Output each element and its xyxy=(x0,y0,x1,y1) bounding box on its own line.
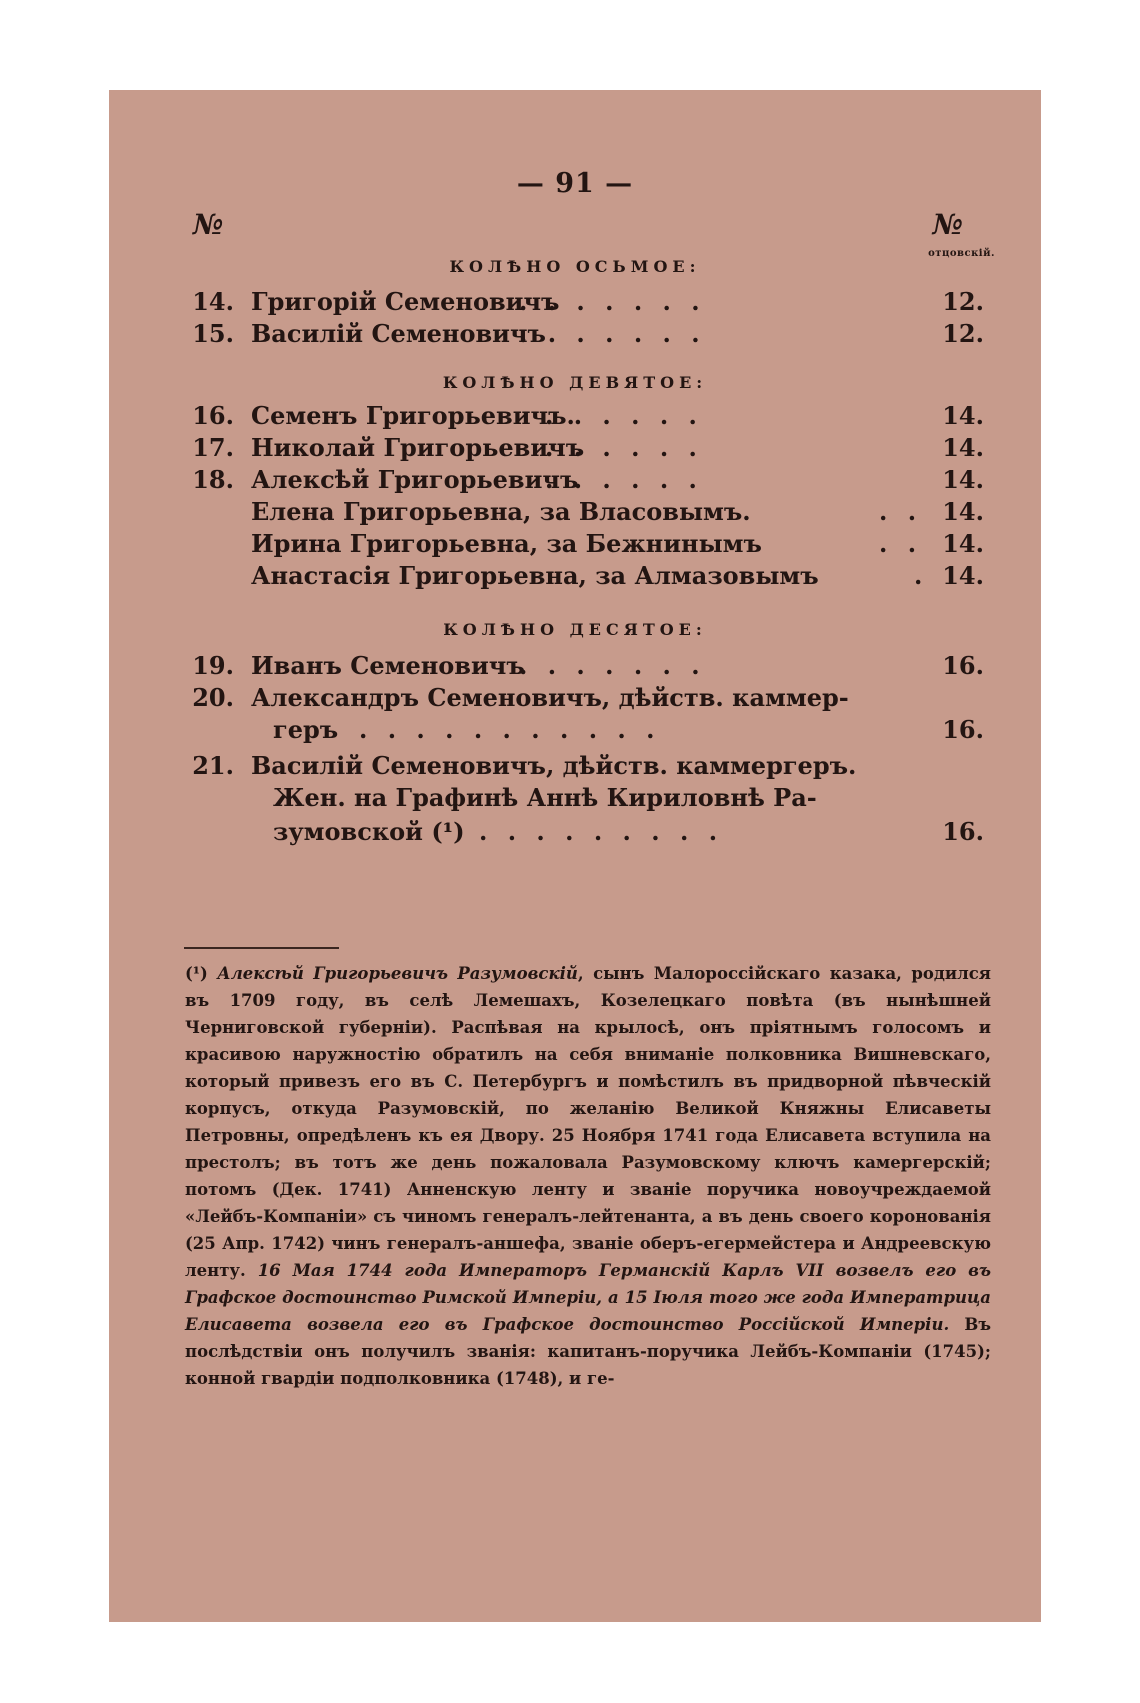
footnote-text-end: Въ послѣдствіи онъ получилъ званія: капитанъ-поручика Лейбъ-Компаніи (1745); конной гвардіи подполковника (1748), и ге- xyxy=(185,1315,991,1388)
entry-number: 14. xyxy=(192,287,234,316)
entry-name: Анастасія Григорьевна, за Алмазовымъ xyxy=(251,561,819,590)
father-ref: 14. xyxy=(942,529,984,558)
leader-dots: . . . . . . . . . . . xyxy=(359,715,661,744)
entry-name: Жен. на Графинѣ Аннѣ Кириловнѣ Ра- xyxy=(273,783,817,812)
page-number: — 91 — xyxy=(516,168,634,199)
genealogy-row xyxy=(189,782,984,814)
genealogy-row xyxy=(189,750,984,782)
section-heading-10: КОЛѢНО ДЕСЯТОЕ: xyxy=(443,620,707,639)
father-number-caption: отцовскій. xyxy=(928,248,995,259)
leader-dots: . . . . . . xyxy=(545,433,703,462)
footnote xyxy=(185,960,991,1392)
entry-name: Иванъ Семеновичъ xyxy=(251,651,525,680)
genealogy-row xyxy=(189,464,984,496)
entry-name: геръ xyxy=(273,715,339,744)
leader-dots: . . . . . . . xyxy=(519,319,706,348)
entry-number: 21. xyxy=(192,751,234,780)
footnote-divider xyxy=(184,947,339,949)
genealogy-row xyxy=(189,650,984,682)
entry-name: Григорій Семеновичъ xyxy=(251,287,560,316)
leader-dots: . . . . . . . xyxy=(519,651,706,680)
father-ref: 14. xyxy=(942,465,984,494)
entry-number: 20. xyxy=(192,683,234,712)
genealogy-row xyxy=(189,714,984,746)
genealogy-row xyxy=(189,560,984,592)
leader-dots: . . xyxy=(879,497,923,526)
father-ref: 14. xyxy=(942,401,984,430)
entry-name: Семенъ Григорьевичъ. xyxy=(251,401,575,430)
leader-dots: . . . . . . . . . xyxy=(479,817,724,846)
father-ref: 16. xyxy=(942,651,984,680)
father-number-column-label: № xyxy=(932,208,963,241)
entry-number: 16. xyxy=(192,401,234,430)
leader-dots: . . . . . . . xyxy=(519,287,706,316)
footnote-italic-passage: 16 Мая 1744 года Императоръ Германскій Карлъ VII возвелъ его въ Графское достоинство Римской Имперіи, а 15 Іюля того же года Императрица Елисавета возвела его въ Графское достоинство Россійской Имперіи. xyxy=(185,1261,991,1334)
leader-dots: . . xyxy=(879,529,923,558)
entry-name: зумовской (¹) xyxy=(273,817,465,846)
entry-number: 15. xyxy=(192,319,234,348)
father-ref: 12. xyxy=(942,319,984,348)
leader-dots: . . . . . . xyxy=(545,401,703,430)
entry-number: 18. xyxy=(192,465,234,494)
leader-dots: . xyxy=(914,561,929,590)
section-heading-8: КОЛѢНО ОСЬМОЕ: xyxy=(449,257,701,276)
father-ref: 14. xyxy=(942,497,984,526)
entry-name: Александръ Семеновичъ, дѣйств. каммер- xyxy=(251,683,849,712)
entry-name: Василій Семеновичъ, дѣйств. каммергеръ. xyxy=(251,751,857,780)
number-column-label: № xyxy=(193,208,224,241)
father-ref: 14. xyxy=(942,561,984,590)
genealogy-row xyxy=(189,816,984,848)
footnote-marker: (¹) xyxy=(185,964,208,983)
father-ref: 16. xyxy=(942,715,984,744)
father-ref: 14. xyxy=(942,433,984,462)
book-page xyxy=(109,90,1041,1622)
footnote-text: , сынъ Малороссійскаго казака, родился въ 1709 году, въ селѣ Лемешахъ, Козелецкаго повѣта (въ нынѣшней Черниговской губерніи). Распѣвая на крылосѣ, онъ пріятнымъ голосомъ и красивою наружностію обратилъ на себя вниманіе полковника Вишневскаго, который привезъ его въ С. Петербургъ и помѣстилъ въ придворной пѣвческій корпусъ, откуда Разумовскій, по желанію Великой Княжны Елисаветы Петровны, опредѣленъ къ ея Двору. 25 Ноября 1741 года Елисавета вступила на престолъ; въ тотъ же день пожаловала Разумовскому ключъ камергерскій; потомъ (Дек. 1741) Анненскую ленту и званіе поручика новоучреждаемой «Лейбъ-Компаніи» съ чиномъ генералъ-лейтенанта, а въ день своего коронованія (25 Апр. 1742) чинъ генералъ-аншефа, званіе оберъ-егермейстера и Андреевскую ленту. xyxy=(185,964,991,1280)
leader-dots: . . . . . . xyxy=(545,465,703,494)
father-ref: 16. xyxy=(942,817,984,846)
section-heading-9: КОЛѢНО ДЕВЯТОЕ: xyxy=(442,373,708,392)
entry-name: Василій Семеновичъ xyxy=(251,319,546,348)
genealogy-row xyxy=(189,400,984,432)
genealogy-row xyxy=(189,496,984,528)
entry-name: Алексѣй Григорьевичъ xyxy=(251,465,579,494)
entry-name: Ирина Григорьевна, за Бежнинымъ xyxy=(251,529,762,558)
genealogy-row xyxy=(189,318,984,350)
entry-name: Елена Григорьевна, за Власовымъ. xyxy=(251,497,751,526)
genealogy-row xyxy=(189,286,984,318)
entry-name: Николай Григорьевичъ xyxy=(251,433,585,462)
genealogy-row xyxy=(189,432,984,464)
entry-number: 19. xyxy=(192,651,234,680)
footnote-person-name: Алексѣй Григорьевичъ Разумовскій xyxy=(217,964,578,983)
genealogy-row xyxy=(189,682,984,714)
genealogy-row xyxy=(189,528,984,560)
entry-number: 17. xyxy=(192,433,234,462)
father-ref: 12. xyxy=(942,287,984,316)
